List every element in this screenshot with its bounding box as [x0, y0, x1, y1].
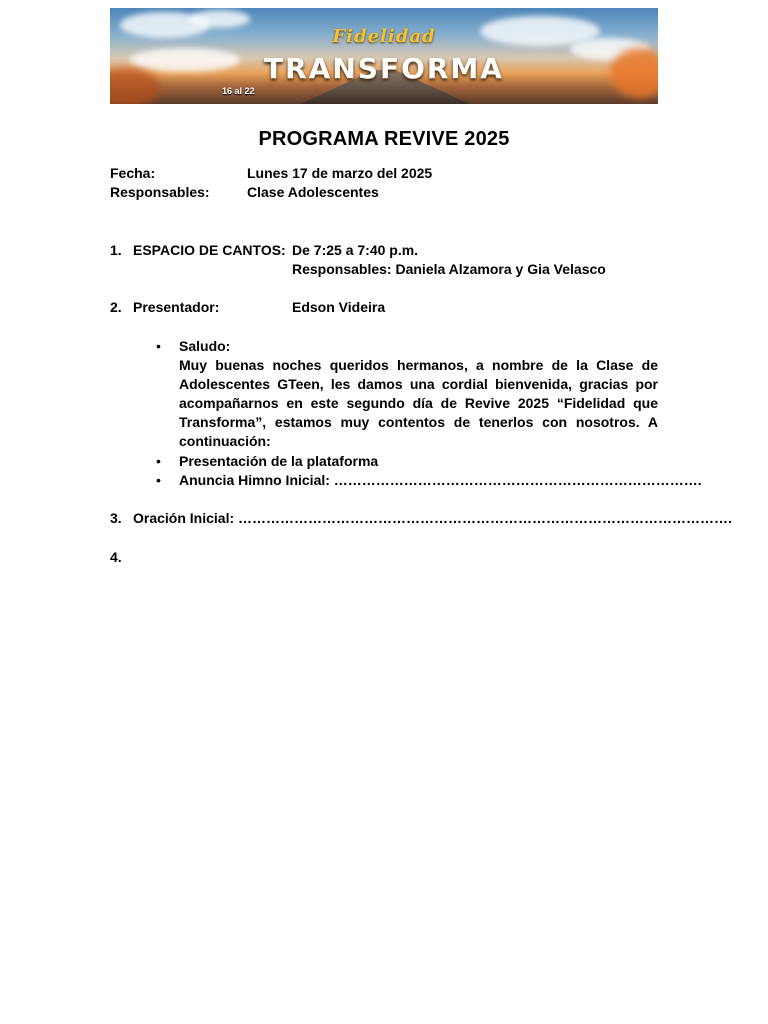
item-3-label: Oración Inicial: ……………………………………………………………………………………………. [133, 510, 732, 526]
himno-item: Anuncia Himno Inicial: ……………………………………………………………………. [179, 472, 702, 488]
item-1-label: ESPACIO DE CANTOS: [133, 242, 286, 258]
banner-title-line1: Fidelidad [332, 26, 436, 47]
document-page [110, 8, 732, 565]
saludo-paragraph: Muy buenas noches queridos hermanos, a nombre de la Clase de Adolescentes GTeen, les damos una cordial bienvenida, gracias por acompañarnos en este segundo día de Revive 2025 “Fidelidad que Transforma”, estamos muy contentos de tenerlos con nosotros. A continuación: [179, 357, 658, 449]
event-banner-image [110, 8, 658, 104]
responsables-label: Responsables: [110, 184, 210, 200]
fecha-label: Fecha: [110, 165, 156, 181]
item-2-presenter: Edson Videira [292, 299, 386, 315]
document-title: PROGRAMA REVIVE 2025 [258, 128, 510, 150]
fecha-value: Lunes 17 de marzo del 2025 [247, 165, 433, 181]
item-1-time: De 7:25 a 7:40 p.m. [292, 242, 419, 258]
bullet-himno: • [156, 472, 161, 488]
banner-title-line2: TRANSFORMA [264, 52, 504, 85]
bullet-plataforma: • [156, 453, 161, 469]
plataforma-item: Presentación de la plataforma [179, 453, 379, 469]
item-2-number: 2. [110, 299, 122, 315]
item-1-number: 1. [110, 242, 122, 258]
saludo-label: Saludo: [179, 338, 231, 354]
bullet-saludo: • [156, 338, 161, 354]
banner-date: 16 al 22 [222, 86, 255, 96]
item-1-responsables: Responsables: Daniela Alzamora y Gia Velasco [292, 261, 606, 277]
item-2-label: Presentador: [133, 299, 220, 315]
responsables-value: Clase Adolescentes [247, 184, 379, 200]
item-4-number: 4. [110, 549, 122, 565]
item-3-number: 3. [110, 510, 122, 526]
